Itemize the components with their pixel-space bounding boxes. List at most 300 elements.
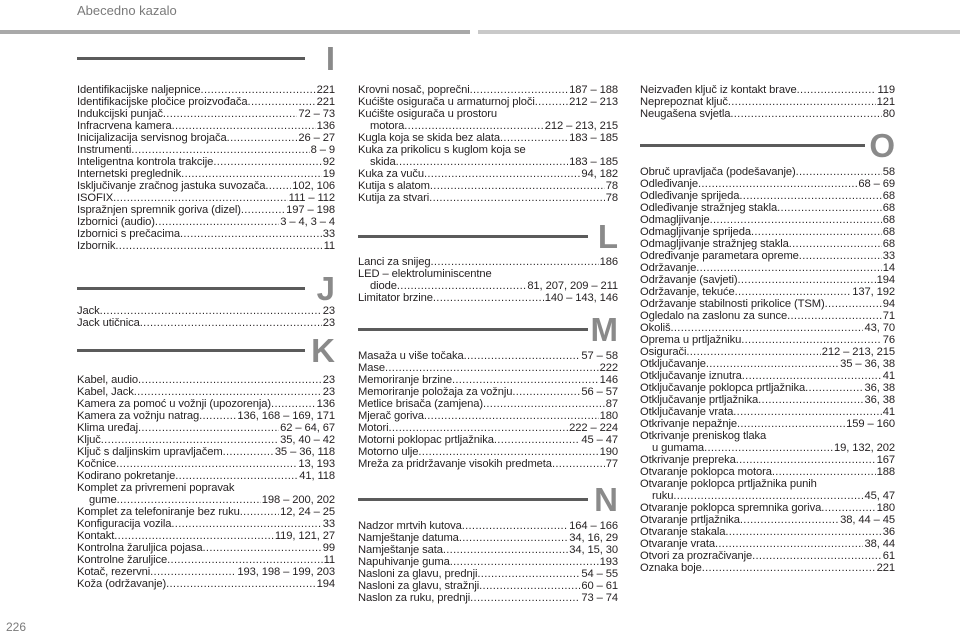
index-entry: [358, 268, 618, 280]
entry-leader-dots: [181, 168, 322, 180]
entry-term: Oznaka boje: [640, 562, 702, 574]
index-entry: [640, 370, 895, 382]
entry-term: Otvaranje stakala: [640, 526, 726, 538]
entry-term: Kočnice: [77, 458, 117, 470]
entry-leader-dots: [396, 156, 569, 168]
entry-leader-dots: [789, 238, 882, 250]
entry-term: Identifikacijske naljepnice: [77, 84, 201, 96]
entry-pages: 136: [316, 120, 335, 132]
index-entry: [640, 178, 895, 190]
entry-leader-dots: [730, 108, 881, 120]
index-entry: [640, 562, 895, 574]
entry-term: diode: [370, 280, 397, 292]
index-entry: [358, 84, 618, 96]
entry-term: Kutija za stvari: [358, 192, 430, 204]
entry-pages: 180: [876, 502, 895, 514]
index-entry: [77, 120, 335, 132]
entry-leader-dots: [739, 190, 881, 202]
entry-leader-dots: [464, 350, 581, 362]
entry-pages: 121: [876, 96, 895, 108]
entry-pages: 43, 70: [864, 322, 895, 334]
entry-pages: 212 – 213: [569, 96, 618, 108]
entry-pages: 41, 118: [299, 470, 335, 482]
entry-term: Održavanje, tekuće: [640, 286, 735, 298]
entry-leader-dots: [766, 430, 894, 442]
entry-leader-dots: [114, 530, 274, 542]
index-entry: [77, 446, 335, 458]
index-entry: [640, 514, 895, 526]
index-entry: [77, 192, 335, 204]
entry-leader-dots: [424, 410, 599, 422]
entry-term: Kućište osigurača u prostoru: [358, 108, 497, 120]
entry-pages: 68 – 69: [858, 178, 895, 190]
entry-leader-dots: [477, 568, 580, 580]
entry-term: ruku: [652, 490, 674, 502]
entry-pages: 38, 44 – 45: [840, 514, 895, 526]
entry-leader-dots: [470, 84, 569, 96]
entry-leader-dots: [397, 280, 526, 292]
entry-term: Inteligentna kontrola trakcije: [77, 156, 214, 168]
entry-term: Inicijalizacija servisnog brojača: [77, 132, 227, 144]
index-entry: [640, 202, 895, 214]
entry-term: Infracrvena kamera: [77, 120, 172, 132]
entry-term: Odleđivanje sprijeda: [640, 190, 740, 202]
index-entry: [640, 502, 895, 514]
entry-leader-dots: [116, 458, 297, 470]
index-entry: [358, 410, 618, 422]
entry-term: ISOFIX: [77, 192, 114, 204]
header-bar-right: [478, 30, 960, 34]
section-entries: [358, 84, 618, 204]
entry-term: Oprema u prtljažniku: [640, 334, 742, 346]
index-entry: [77, 578, 335, 590]
entry-pages: 186: [599, 256, 618, 268]
entry-pages: 94, 182: [581, 168, 618, 180]
entry-pages: [894, 430, 895, 442]
entry-pages: 188: [876, 466, 895, 478]
entry-term: Metlice brisača (zamjena): [358, 398, 483, 410]
entry-leader-dots: [429, 192, 605, 204]
entry-pages: 23: [322, 386, 335, 398]
entry-term: Odmagljivanje stražnjeg stakla: [640, 238, 789, 250]
index-entry: [358, 556, 618, 568]
section-entries: [77, 305, 335, 329]
entry-pages: 11: [323, 240, 335, 252]
entry-term: Izbornik: [77, 240, 116, 252]
entry-pages: 140 – 143, 146: [544, 292, 618, 304]
entry-term: Neprepoznat ključ: [640, 96, 728, 108]
entry-pages: 34, 16, 29: [569, 532, 618, 544]
index-entry: [358, 446, 618, 458]
entry-leader-dots: [796, 166, 882, 178]
entry-leader-dots: [433, 292, 544, 304]
entry-term: Održavanje stabilnosti prikolice (TSM): [640, 298, 825, 310]
index-entry: [640, 238, 895, 250]
index-entry: [358, 362, 618, 374]
entry-leader-dots: [752, 550, 882, 562]
index-entry: [77, 156, 335, 168]
entry-pages: 41: [882, 406, 895, 418]
entry-pages: 14: [882, 262, 895, 274]
index-entry: [77, 96, 335, 108]
entry-leader-dots: [535, 96, 568, 108]
section-entries: [77, 374, 335, 590]
index-entry: [77, 374, 335, 386]
entry-term: Kuka za vuču: [358, 168, 424, 180]
entry-term: Otvaranje vrata: [640, 538, 715, 550]
entry-leader-dots: [698, 178, 857, 190]
entry-term: Odmagljivanje: [640, 214, 710, 226]
entry-pages: 76: [882, 334, 895, 346]
entry-pages: 167: [876, 454, 895, 466]
index-entry: [358, 544, 618, 556]
entry-pages: 99: [322, 542, 335, 554]
entry-pages: 164 – 166: [569, 520, 618, 532]
entry-pages: [617, 144, 618, 156]
index-entry: [640, 454, 895, 466]
entry-leader-dots: [443, 544, 568, 556]
entry-term: Masaža u više točaka: [358, 350, 464, 362]
entry-term: Neizvađen ključ iz kontakt brave: [640, 84, 797, 96]
entry-term: Kodirano pokretanje: [77, 470, 176, 482]
index-entry: [640, 406, 895, 418]
entry-pages: 193, 198 – 199, 203: [237, 566, 335, 578]
entry-pages: 73 – 74: [581, 592, 618, 604]
entry-pages: 190: [599, 446, 618, 458]
entry-term: Održavanje: [640, 262, 697, 274]
entry-term: Neugašena svjetla: [640, 108, 731, 120]
entry-pages: 60 – 61: [581, 580, 618, 592]
entry-leader-dots: [483, 398, 605, 410]
entry-term: Otvaranje poklopca motora: [640, 466, 772, 478]
entry-leader-dots: [227, 132, 298, 144]
entry-pages: 72 – 73: [298, 108, 335, 120]
entry-term: LED – elektroluminiscentne: [358, 268, 492, 280]
entry-leader-dots: [462, 520, 568, 532]
entry-leader-dots: [673, 490, 863, 502]
entry-term: Kabel, audio: [77, 374, 139, 386]
entry-term: Otključavanje: [640, 358, 706, 370]
entry-term: Identifikacijske pločice proizvođača: [77, 96, 248, 108]
index-entry: [640, 226, 895, 238]
entry-pages: 68: [882, 238, 895, 250]
entry-leader-dots: [825, 298, 882, 310]
entry-pages: 194: [316, 578, 335, 590]
entry-pages: 119: [877, 84, 895, 96]
entry-leader-dots: [715, 538, 864, 550]
section-entries: [77, 84, 335, 252]
entry-pages: 222: [599, 362, 618, 374]
index-entry: [640, 382, 895, 394]
entry-pages: 33: [322, 518, 335, 530]
entry-term: Komplet za telefoniranje bez ruku: [77, 506, 240, 518]
entry-leader-dots: [248, 96, 316, 108]
entry-leader-dots: [452, 374, 599, 386]
entry-term: Ogledalo na zaslonu za sunce: [640, 310, 788, 322]
entry-term: Kutija s alatom: [358, 180, 430, 192]
entry-leader-dots: [431, 256, 599, 268]
entry-pages: 34, 15, 30: [569, 544, 618, 556]
entry-pages: 80: [882, 108, 895, 120]
index-entry: [77, 108, 335, 120]
entry-leader-dots: [552, 458, 605, 470]
entry-pages: 68: [882, 226, 895, 238]
entry-term: Napuhivanje guma: [358, 556, 450, 568]
index-entry: [77, 84, 335, 96]
entry-pages: 212 – 213, 215: [821, 346, 895, 358]
section-rule: [77, 349, 305, 352]
entry-leader-dots: [113, 192, 288, 204]
entry-pages: 221: [876, 562, 895, 574]
section-letter: K: [311, 332, 335, 369]
index-entry: [358, 132, 618, 144]
entry-pages: 36, 38: [864, 382, 895, 394]
index-entry: [358, 568, 618, 580]
entry-leader-dots: [512, 386, 580, 398]
entry-term: Naslon za ruku, prednji: [358, 592, 471, 604]
entry-term: Jack: [77, 305, 100, 317]
entry-leader-dots: [741, 334, 882, 346]
section-rule: [358, 498, 588, 501]
index-entry: [640, 310, 895, 322]
entry-leader-dots: [710, 214, 882, 226]
entry-term: Kabel, Jack: [77, 386, 134, 398]
entry-pages: 68: [882, 190, 895, 202]
entry-leader-dots: [117, 494, 261, 506]
entry-leader-dots: [751, 226, 882, 238]
entry-term: Mase: [358, 362, 385, 374]
entry-term: Komplet za privremeni popravak: [77, 482, 235, 494]
entry-pages: 33: [322, 228, 335, 240]
entry-leader-dots: [817, 478, 894, 490]
entry-term: Ključ: [77, 434, 101, 446]
index-entry: [77, 422, 335, 434]
index-entry: [77, 317, 335, 329]
entry-leader-dots: [388, 422, 568, 434]
entry-term: gume: [89, 494, 117, 506]
entry-pages: 221: [316, 84, 335, 96]
entry-pages: [617, 108, 618, 120]
entry-term: Indukcijski punjač: [77, 108, 163, 120]
entry-pages: 222 – 224: [569, 422, 618, 434]
entry-term: Jack utičnica: [77, 317, 140, 329]
section-entries: [640, 84, 895, 120]
index-entry: [358, 192, 618, 204]
index-entry: [640, 322, 895, 334]
index-entry: [77, 240, 335, 252]
entry-term: Limitator brzine: [358, 292, 433, 304]
page-number: 226: [6, 620, 27, 634]
index-entry: [77, 410, 335, 422]
index-entry: [77, 434, 335, 446]
entry-pages: 92: [322, 156, 335, 168]
entry-leader-dots: [736, 454, 876, 466]
entry-term: Otvaranje prtljažnika: [640, 514, 740, 526]
entry-leader-dots: [670, 322, 863, 334]
entry-pages: 8 – 9: [310, 144, 335, 156]
entry-leader-dots: [740, 514, 839, 526]
section-letter: I: [325, 40, 335, 77]
entry-term: Otključavanje iznutra: [640, 370, 742, 382]
entry-term: Ključ s daljinskim upravljačem: [77, 446, 223, 458]
index-entry: [358, 532, 618, 544]
entry-pages: 187 – 188: [569, 84, 618, 96]
entry-term: Otvori za prozračivanje: [640, 550, 753, 562]
entry-pages: 58: [882, 166, 895, 178]
entry-pages: 23: [322, 305, 335, 317]
index-entry: [640, 466, 895, 478]
entry-pages: 146: [599, 374, 618, 386]
index-entry: [358, 108, 618, 120]
entry-pages: 77: [605, 458, 618, 470]
entry-term: Kućište osigurača u armaturnoj ploči: [358, 96, 535, 108]
entry-leader-dots: [704, 442, 833, 454]
entry-term: Osigurači: [640, 346, 687, 358]
entry-term: u gumama: [652, 442, 705, 454]
index-entry: [77, 305, 335, 317]
entry-term: Održavanje (savjeti): [640, 274, 738, 286]
index-entry: [77, 144, 335, 156]
entry-term: Memoriranje brzine: [358, 374, 452, 386]
entry-pages: 35 – 36, 118: [274, 446, 335, 458]
entry-leader-dots: [241, 204, 285, 216]
entry-pages: 19: [322, 168, 335, 180]
section-entries: [358, 350, 618, 470]
entry-pages: [894, 478, 895, 490]
entry-leader-dots: [702, 562, 876, 574]
index-entry: [640, 538, 895, 550]
entry-term: Mjerač goriva: [358, 410, 424, 422]
index-entry: [640, 190, 895, 202]
entry-pages: 33: [882, 250, 895, 262]
entry-term: Kamera za pomoć u vožnji (upozorenja): [77, 398, 272, 410]
entry-pages: 159 – 160: [846, 418, 895, 430]
entry-term: Određivanje parametara opreme: [640, 250, 799, 262]
entry-pages: 61: [882, 550, 895, 562]
entry-leader-dots: [155, 216, 279, 228]
entry-leader-dots: [494, 434, 580, 446]
entry-term: Isključivanje zračnog jastuka suvozača: [77, 180, 266, 192]
section-rule: [77, 57, 305, 60]
entry-term: Nasloni za glavu, prednji: [358, 568, 478, 580]
index-entry: [77, 542, 335, 554]
index-entry: [77, 180, 335, 192]
section-entries: [640, 166, 895, 574]
entry-leader-dots: [166, 578, 316, 590]
index-entry: [358, 144, 618, 156]
entry-term: Odleđivanje: [640, 178, 698, 190]
entry-term: Okoliš: [640, 322, 671, 334]
entry-leader-dots: [479, 580, 580, 592]
entry-term: Kuka za prikolicu s kuglom koja se: [358, 144, 526, 156]
index-entry: [358, 168, 618, 180]
entry-pages: 13, 193: [298, 458, 335, 470]
entry-term: Kontakt: [77, 530, 115, 542]
index-entry: [640, 430, 895, 442]
entry-leader-dots: [706, 358, 839, 370]
index-entry: [640, 442, 895, 454]
entry-leader-dots: [240, 506, 279, 518]
index-entry: [77, 482, 335, 494]
entry-pages: 94: [882, 298, 895, 310]
index-entry: [358, 256, 618, 268]
index-entry: [77, 204, 335, 216]
entry-pages: 78: [605, 180, 618, 192]
entry-leader-dots: [430, 180, 605, 192]
entry-leader-dots: [696, 262, 882, 274]
entry-term: Namještanje sata: [358, 544, 443, 556]
entry-leader-dots: [686, 346, 820, 358]
entry-leader-dots: [101, 434, 279, 446]
index-entry: [640, 550, 895, 562]
entry-pages: 35, 40 – 42: [280, 434, 335, 446]
entry-leader-dots: [223, 446, 274, 458]
index-entry: [358, 458, 618, 470]
entry-pages: [334, 482, 335, 494]
index-entry: [640, 394, 895, 406]
entry-leader-dots: [115, 240, 322, 252]
entry-term: motora: [370, 120, 405, 132]
entry-pages: 68: [882, 214, 895, 226]
entry-pages: 12, 24 – 25: [280, 506, 335, 518]
index-entry: [640, 358, 895, 370]
section-letter: O: [869, 127, 895, 164]
entry-leader-dots: [737, 274, 875, 286]
index-entry: [358, 156, 618, 168]
index-entry: [358, 386, 618, 398]
index-entry: [358, 180, 618, 192]
entry-leader-dots: [234, 482, 334, 494]
entry-pages: 183 – 185: [569, 132, 618, 144]
entry-term: Lanci za snijeg: [358, 256, 431, 268]
entry-leader-dots: [171, 518, 321, 530]
index-entry: [640, 478, 895, 490]
entry-pages: 78: [605, 192, 618, 204]
entry-leader-dots: [450, 556, 599, 568]
index-entry: [640, 286, 895, 298]
entry-leader-dots: [500, 132, 568, 144]
entry-term: Otključavanje prtljažnika: [640, 394, 759, 406]
entry-term: Konfiguracija vozila: [77, 518, 172, 530]
entry-pages: 45, 47: [864, 490, 895, 502]
entry-leader-dots: [459, 532, 568, 544]
entry-pages: 193: [599, 556, 618, 568]
section-rule: [358, 235, 588, 238]
entry-leader-dots: [470, 592, 580, 604]
entry-leader-dots: [799, 250, 882, 262]
index-entry: [640, 490, 895, 502]
section-entries: [358, 256, 618, 304]
entry-pages: 197 – 198: [286, 204, 335, 216]
entry-leader-dots: [418, 446, 598, 458]
section-letter: J: [316, 270, 335, 307]
index-entry: [358, 592, 618, 604]
index-entry: [77, 132, 335, 144]
entry-term: Otvaranje poklopca prtljažnika punih: [640, 478, 817, 490]
entry-leader-dots: [735, 286, 852, 298]
section-entries: [358, 520, 618, 604]
index-entry: [640, 334, 895, 346]
section-rule: [358, 328, 588, 331]
entry-pages: 111 – 112: [288, 192, 335, 204]
entry-leader-dots: [777, 202, 882, 214]
entry-pages: 36: [882, 526, 895, 538]
entry-leader-dots: [758, 394, 863, 406]
entry-term: Motorno ulje: [358, 446, 419, 458]
entry-leader-dots: [385, 362, 599, 374]
entry-leader-dots: [424, 168, 580, 180]
entry-pages: 221: [316, 96, 335, 108]
